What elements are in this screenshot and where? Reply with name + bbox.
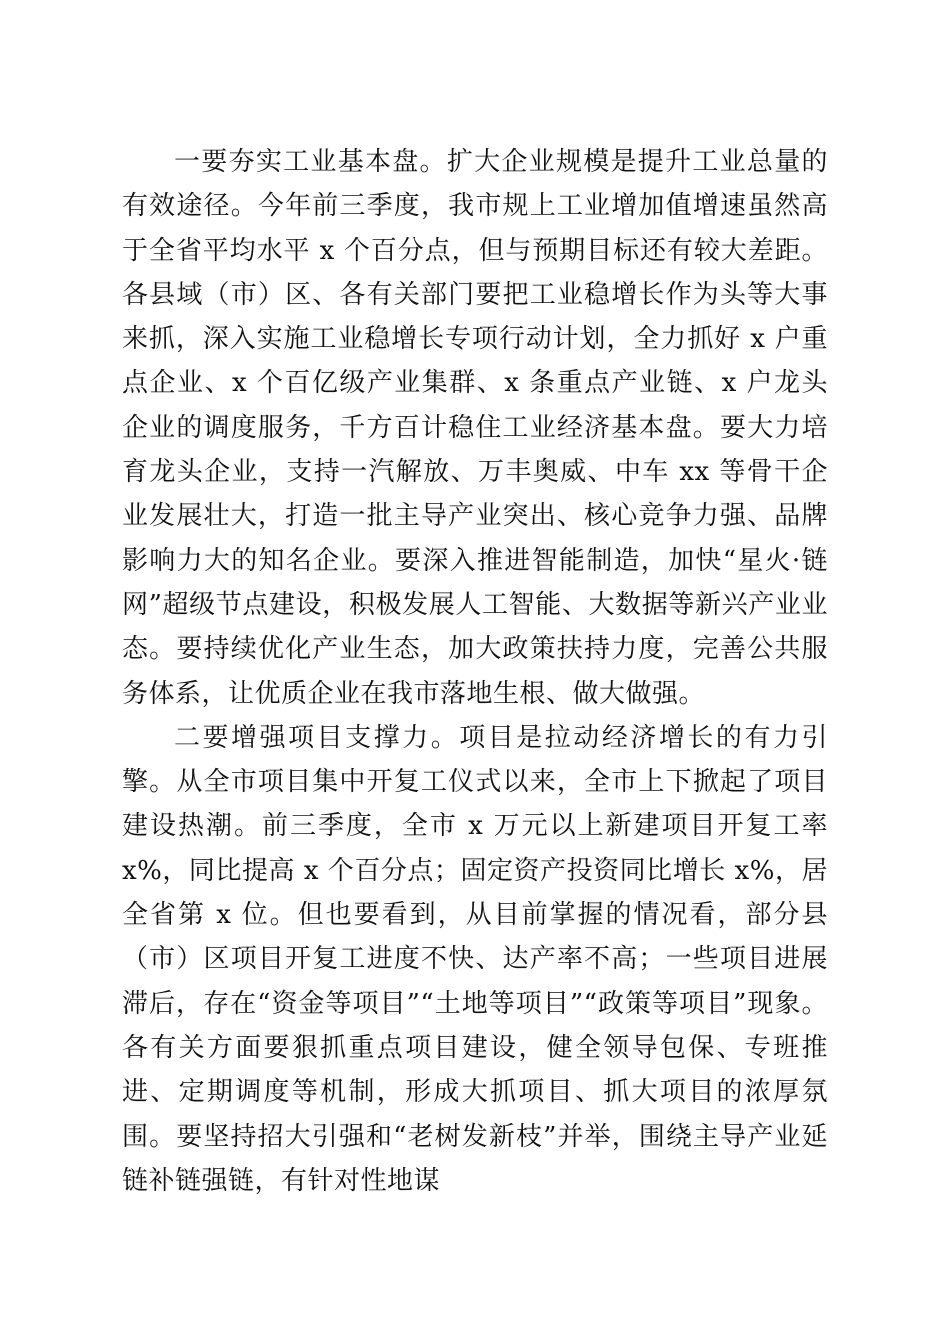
paragraph-industry: 一要夯实工业基本盘。扩大企业规模是提升工业总量的有效途径。今年前三季度，我市规上工业增加值增速虽然高于全省平均水平 x 个百分点，但与预期目标还有较大差距。各县域（市）区、各有关部门要把工业稳增长作为头等大事来抓，深入实施工业稳增长专项行动计划，全力抓好 x 户重点企业、x 个百亿级产业集群、x 条重点产业链、x 户龙头企业的调度服务，千方百计稳住工业经济基本盘。要大力培育龙头企业，支持一汽解放、万丰奥威、中车 xx 等骨干企业发展壮大，打造一批主导产业突出、核心竞争力强、品牌影响力大的知名企业。要深入推进智能制造，加快“星火·链网”超级节点建设，积极发展人工智能、大数据等新兴产业业态。要持续优化产业生态，加大政策扶持力度，完善公共服务体系，让优质企业在我市落地生根、做大做强。: [122, 147, 828, 709]
paragraph-projects: 二要增强项目支撑力。项目是拉动经济增长的有力引擎。从全市项目集中开复工仪式以来，全市上下掀起了项目建设热潮。前三季度，全市 x 万元以上新建项目开复工率 x%，同比提高 x 个百分点；固定资产投资同比增长 x%，居全省第 x 位。但也要看到，从目前掌握的情况看，部分县（市）区项目开复工进度不快、达产率不高；一些项目进展滞后，存在“资金等项目”“土地等项目”“政策等项目”现象。各有关方面要狠抓重点项目建设，健全领导包保、专班推进、定期调度等机制，形成大抓项目、抓大项目的浓厚氛围。要坚持招大引强和“老树发新枝”并举，围绕主导产业延链补链强链，有针对性地谋: [122, 722, 828, 1196]
document-body: [122, 140, 828, 1203]
